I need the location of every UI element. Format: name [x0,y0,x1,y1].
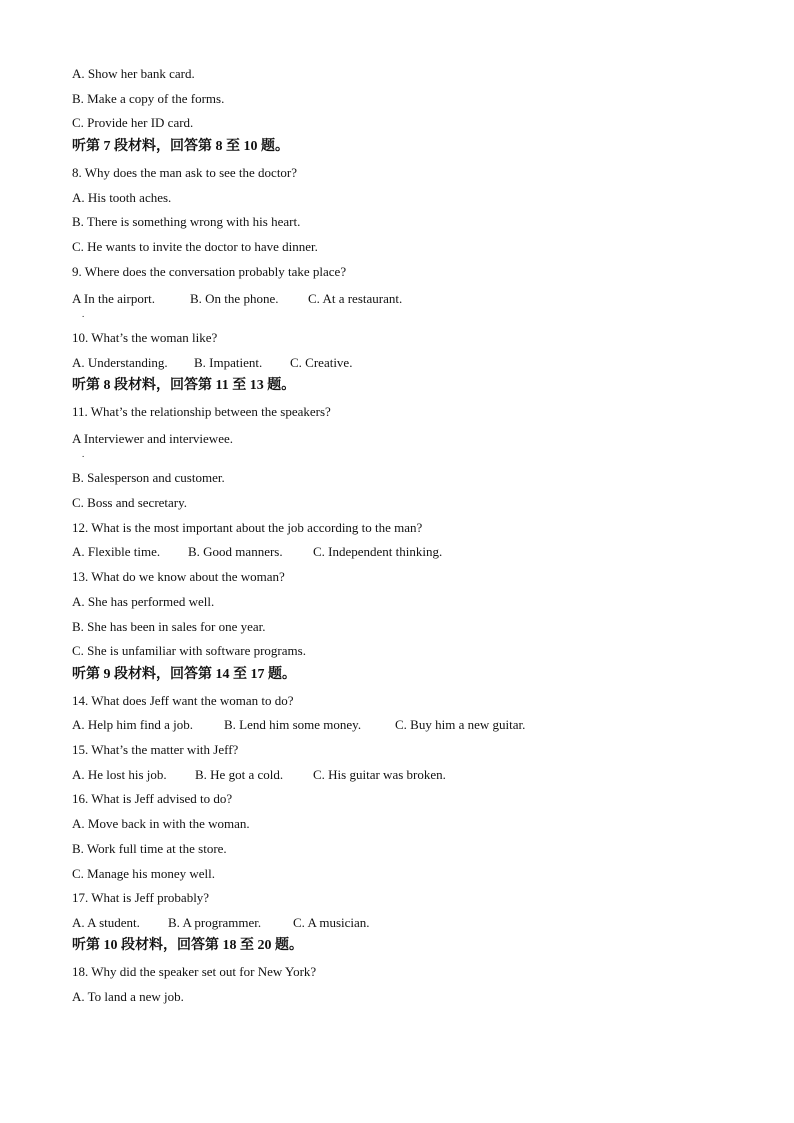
q8-question: 8. Why does the man ask to see the doctor? [72,165,298,180]
q8-option-b: B. There is something wrong with his heart. [72,214,301,229]
q15-question: 15. What’s the matter with Jeff? [72,742,239,757]
q9-option-a: A In the airport. [72,291,156,306]
q13-question: 13. What do we know about the woman? [72,569,285,584]
q10-option-c: C. Creative. [290,355,353,370]
q16-option-b: B. Work full time at the store. [72,841,227,856]
q11-option-b: B. Salesperson and customer. [72,470,225,485]
stray-dot-mark: . [82,309,85,319]
q10-option-b: B. Impatient. [194,355,263,370]
q17-option-b: B. A programmer. [168,915,262,930]
q7-option-c: C. Provide her ID card. [72,115,194,130]
q14-option-b: B. Lend him some money. [224,717,362,732]
q15-option-b: B. He got a cold. [195,767,284,782]
q16-option-a: A. Move back in with the woman. [72,816,250,831]
q12-option-b: B. Good manners. [188,544,283,559]
q11-option-c: C. Boss and secretary. [72,495,188,510]
section-heading-10: 听第 10 段材料，回答第 18 至 20 题。 [72,938,303,953]
q18-option-a: A. To land a new job. [72,989,184,1004]
q13-option-b: B. She has been in sales for one year. [72,619,266,634]
q10-question: 10. What’s the woman like? [72,330,218,345]
q16-option-c: C. Manage his money well. [72,866,215,881]
q17-option-c: C. A musician. [293,915,370,930]
section-heading-7: 听第 7 段材料，回答第 8 至 10 题。 [72,139,289,154]
q9-option-c: C. At a restaurant. [308,291,403,306]
q18-question: 18. Why did the speaker set out for New York? [72,964,317,979]
section-heading-9: 听第 9 段材料，回答第 14 至 17 题。 [72,667,296,682]
q7-option-b: B. Make a copy of the forms. [72,91,225,106]
q10-option-a: A. Understanding. [72,355,168,370]
q14-option-c: C. Buy him a new guitar. [395,717,526,732]
section-heading-8: 听第 8 段材料，回答第 11 至 13 题。 [72,378,296,393]
q12-option-c: C. Independent thinking. [313,544,443,559]
q17-question: 17. What is Jeff probably? [72,890,210,905]
q12-option-a: A. Flexible time. [72,544,161,559]
q15-option-a: A. He lost his job. [72,767,167,782]
q8-option-c: C. He wants to invite the doctor to have dinner. [72,239,318,254]
q7-option-a: A. Show her bank card. [72,66,195,81]
q11-option-a: A Interviewer and interviewee. [72,431,233,446]
q14-question: 14. What does Jeff want the woman to do? [72,693,294,708]
q17-option-a: A. A student. [72,915,140,930]
q8-option-a: A. His tooth aches. [72,190,172,205]
q12-question: 12. What is the most important about the job according to the man? [72,520,423,535]
q16-question: 16. What is Jeff advised to do? [72,791,233,806]
q15-option-c: C. His guitar was broken. [313,767,446,782]
q11-question: 11. What’s the relationship between the speakers? [72,404,331,419]
q9-question: 9. Where does the conversation probably take place? [72,264,347,279]
stray-dot-mark: . [82,449,85,459]
q14-option-a: A. Help him find a job. [72,717,193,732]
q9-option-b: B. On the phone. [190,291,279,306]
q13-option-a: A. She has performed well. [72,594,215,609]
q13-option-c: C. She is unfamiliar with software programs. [72,643,306,658]
